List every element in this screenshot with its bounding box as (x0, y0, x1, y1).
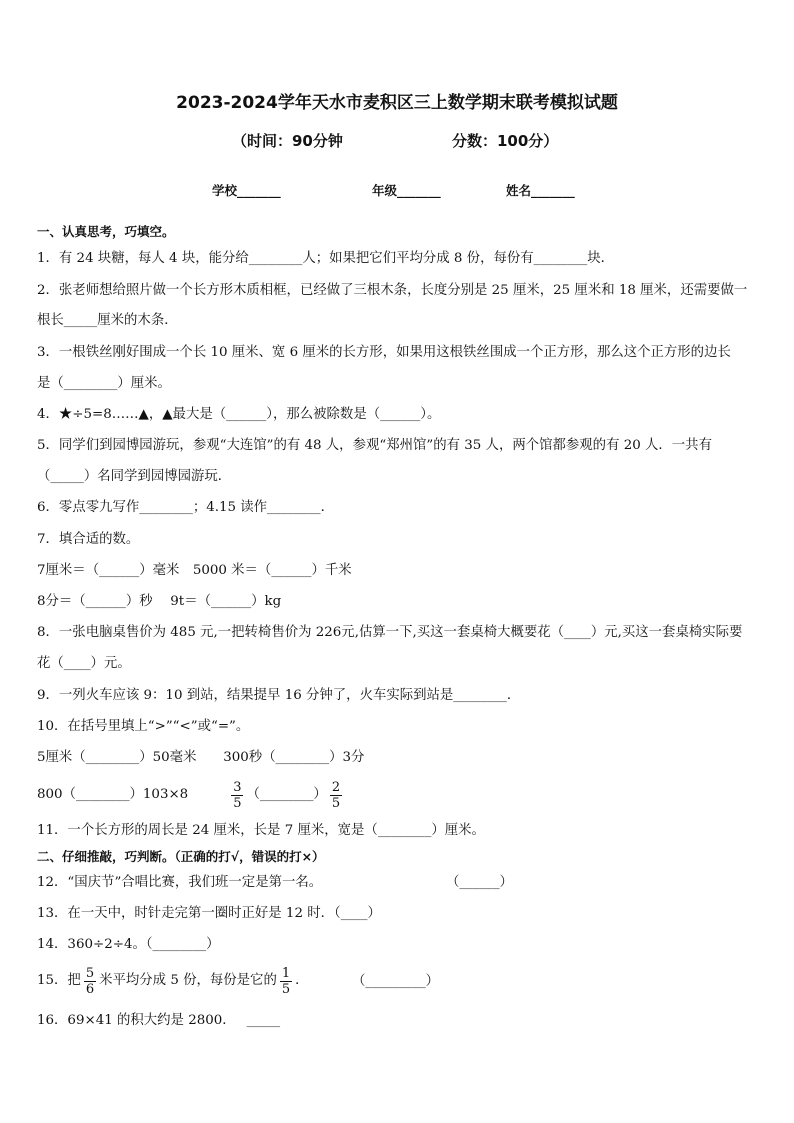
question-7: 7．填合适的数。 (37, 532, 140, 547)
question-9: 9．一列火车应该 9：10 到站，结果提早 16 分钟了，火车实际到站是________． (37, 688, 521, 703)
question-4: 4．★÷5=8……▲，▲最大是（______），那么被除数是（______）。 (37, 407, 441, 422)
exam-title: 2023-2024学年天水市麦积区三上数学期末联考模拟试题 (176, 93, 618, 113)
exam-score: 分数：100分） (452, 132, 559, 150)
question-12: 12．“国庆节”合唱比赛，我们班一定是第一名。 (37, 875, 323, 890)
fraction-5-6: $\frac{5}{6}$ (85, 965, 95, 997)
question-3-line2: 是（________）厘米。 (37, 376, 171, 391)
question-6: 6．零点零九写作________；4.15 读作________． (37, 500, 335, 515)
question-5-line1: 5．同学们到园博园游玩，参观“大连馆”的有 48 人，参观“郑州馆”的有 35 人，两个馆都参观的有 20 人．一共有 (37, 438, 712, 453)
grade-field: 年级_______ (372, 183, 441, 198)
section2-heading: 二、仔细推敲，巧判断。（正确的打√，错误的打×） (37, 849, 325, 864)
question-7-row1: 7厘米＝（______）毫米 5000 米＝（______）千米 (37, 563, 352, 578)
compare-800: 800（________）103×8 (37, 787, 189, 802)
question-2-line2: 根长_____厘米的木条． (37, 313, 178, 328)
question-2-line1: 2．张老师想给照片做一个长方形木质相框，已经做了三根木条，长度分别是 25 厘米，25 厘米和 18 厘米，还需要做一 (37, 283, 748, 298)
question-16: 16．69×41 的积大约是 2800． _____ (37, 1013, 281, 1028)
fraction-1-5: $\frac{1}{5}$ (281, 965, 291, 997)
question-8-line1: 8．一张电脑桌售价为 485 元,一把转椅售价为 226元,估算一下,买这一套桌椅大概要花（____）元,买这一套桌椅实际要 (37, 625, 743, 640)
question-12-blank: （______） (446, 875, 513, 890)
question-10: 10．在括号里填上“>”“<”或“=”。 (37, 719, 250, 734)
question-14: 14．360÷2÷4。（________） (37, 937, 220, 952)
fraction-2-5: $\frac{2}{5}$ (331, 779, 341, 811)
school-field: 学校_______ (212, 183, 281, 198)
section1-heading: 一、认真思考，巧填空。 (37, 224, 175, 239)
question-15: 15．把 $\frac{5}{6}$ 米平均分成 5 份，每份是它的 $\frac{1}{5}$ ． (37, 965, 309, 997)
question-10-row2 (37, 775, 345, 815)
question-3-line1: 3．一根铁丝刚好围成一个长 10 厘米、宽 6 厘米的长方形，如果用这根铁丝围成一个正方形，那么这个正方形的边长 (37, 345, 731, 360)
question-15-blank: （_________） (352, 974, 440, 989)
question-1: 1．有 24 块糖，每人 4 块，能分给________人；如果把它们平均分成 8 份，每份有________块． (37, 251, 614, 266)
question-8-line2: 花（____）元。 (37, 656, 131, 671)
name-field: 姓名_______ (506, 183, 575, 198)
question-10-row1: 5厘米（________）50毫米 300秒（________）3分 (37, 750, 365, 765)
question-11: 11．一个长方形的周长是 24 厘米，长是 7 厘米，宽是（________）厘米。 (37, 823, 485, 838)
question-7-row2: 8分＝（______）秒 9t＝（______）kg (37, 594, 282, 609)
exam-time: （时间：90分钟 (232, 132, 343, 150)
fraction-3-5: $\frac{3}{5}$ (233, 779, 242, 811)
question-5-line2: （_____）名同学到园博园游玩． (37, 469, 232, 484)
question-13: 13．在一天中，时针走完第一圈时正好是 12 时．（____） (37, 906, 381, 921)
compare-blank: （________） (246, 787, 327, 802)
